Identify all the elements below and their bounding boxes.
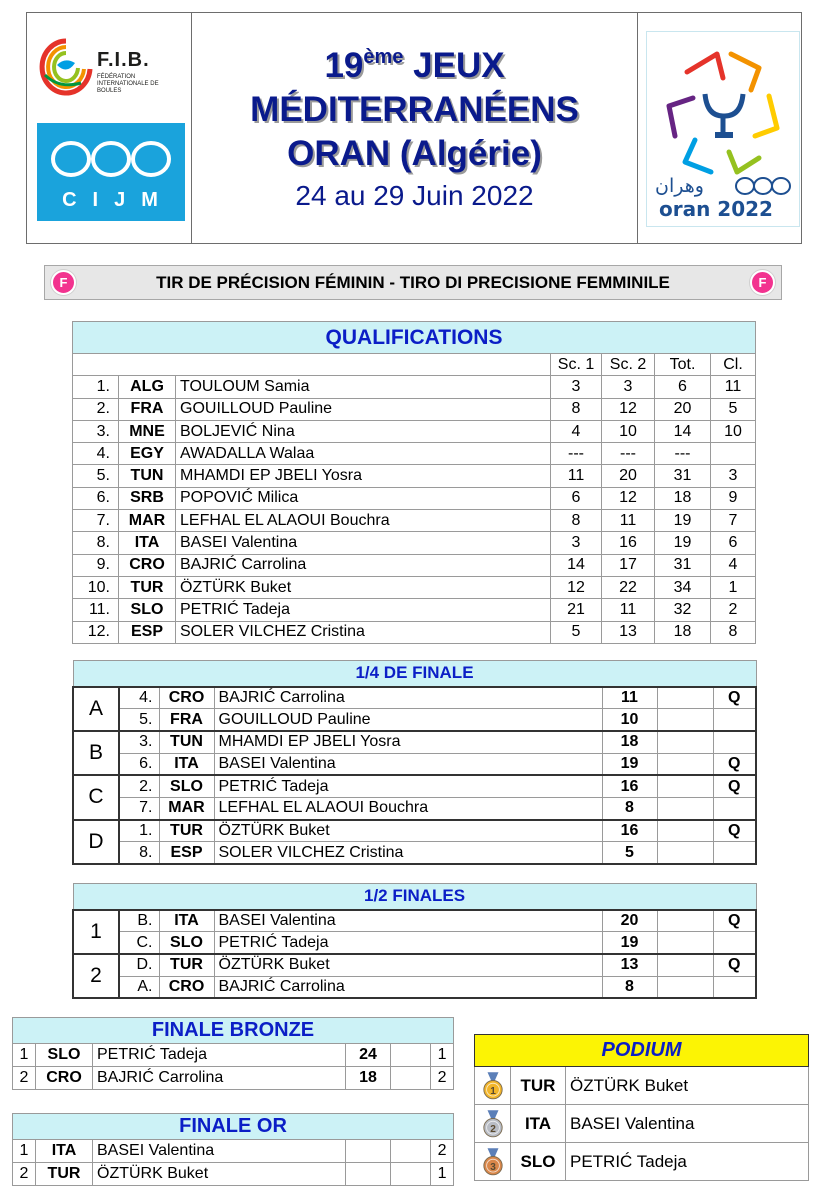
position-cell: 2 [13, 1067, 36, 1090]
table-row [73, 842, 756, 864]
player-name-cell: LEFHAL EL ALAOUI Bouchra [176, 510, 551, 532]
score-2-cell: 3 [602, 376, 655, 398]
qualified-cell: Q [713, 775, 756, 797]
table-row [73, 576, 756, 598]
nation-cell: TUR [159, 820, 214, 842]
table-row [73, 443, 756, 465]
title-line-2: MÉDITERRANÉENS [250, 90, 579, 129]
table-row [475, 1105, 809, 1143]
table-row [73, 954, 756, 976]
nation-cell: TUR [119, 576, 176, 598]
empty-cell [391, 1067, 431, 1090]
empty-cell [391, 1163, 431, 1186]
final-bronze-table [12, 1017, 454, 1090]
total-cell: 18 [655, 487, 711, 509]
score-cell: 24 [346, 1044, 391, 1067]
empty-cell [657, 797, 713, 819]
empty-cell [657, 687, 713, 709]
score-2-cell: 10 [602, 420, 655, 442]
table-row [73, 487, 756, 509]
empty-cell [657, 976, 713, 998]
empty-cell [657, 954, 713, 976]
table-row [73, 797, 756, 819]
medal-cell [475, 1067, 511, 1105]
title-line-3: ORAN (Algérie) [287, 134, 542, 173]
total-cell: 34 [655, 576, 711, 598]
player-name-cell: AWADALLA Walaa [176, 443, 551, 465]
medal-cell [475, 1143, 511, 1181]
podium-title: PODIUM [475, 1035, 809, 1067]
seed-cell: 2. [119, 775, 159, 797]
nation-cell: SLO [511, 1143, 566, 1181]
score-cell: 13 [602, 954, 657, 976]
score-1-cell: 21 [551, 599, 602, 621]
group-label-cell: 2 [73, 954, 119, 998]
cijm-logo [37, 123, 185, 221]
table-row [73, 709, 756, 731]
nation-cell: SLO [159, 932, 214, 954]
score-2-cell: 17 [602, 554, 655, 576]
quarterfinals-table [72, 660, 757, 865]
score-1-cell: 14 [551, 554, 602, 576]
score-2-cell: 12 [602, 398, 655, 420]
group-label-cell: 1 [73, 910, 119, 954]
nation-cell: ITA [119, 532, 176, 554]
qualified-cell: Q [713, 954, 756, 976]
total-cell: 14 [655, 420, 711, 442]
empty-cell [391, 1044, 431, 1067]
player-name-cell: BAJRIĆ Carrolina [176, 554, 551, 576]
fib-abbreviation: F.I.B. [97, 49, 150, 71]
rank-cell: 8. [73, 532, 119, 554]
qualified-cell: Q [713, 687, 756, 709]
player-name-cell: ÖZTÜRK Buket [176, 576, 551, 598]
nation-cell: SRB [119, 487, 176, 509]
qualified-cell [713, 932, 756, 954]
table-row [475, 1143, 809, 1181]
classification-cell: 11 [711, 376, 756, 398]
player-name-cell: GOUILLOUD Pauline [214, 709, 602, 731]
player-name-cell: LEFHAL EL ALAOUI Bouchra [214, 797, 602, 819]
position-cell: 2 [13, 1163, 36, 1186]
semifinals-title: 1/2 FINALES [73, 884, 756, 910]
empty-cell [657, 842, 713, 864]
player-name-cell: PETRIĆ Tadeja [214, 932, 602, 954]
table-row [73, 398, 756, 420]
category-title: TIR DE PRÉCISION FÉMININ - TIRO DI PRECISIONE FEMMINILE [156, 272, 670, 292]
qualified-cell: Q [713, 753, 756, 775]
score-1-cell: 4 [551, 420, 602, 442]
final-rank-cell: 1 [431, 1163, 454, 1186]
table-row [73, 376, 756, 398]
group-label-cell: A [73, 687, 119, 731]
player-name-cell: SOLER VILCHEZ Cristina [214, 842, 602, 864]
table-row [73, 510, 756, 532]
score-2-cell: 11 [602, 599, 655, 621]
table-row [13, 1163, 454, 1186]
player-name-cell: BAJRIĆ Carrolina [214, 687, 602, 709]
rank-cell: 10. [73, 576, 119, 598]
final-gold-table [12, 1113, 454, 1186]
classification-cell: 4 [711, 554, 756, 576]
player-name-cell: BASEI Valentina [214, 910, 602, 932]
score-2-cell: 22 [602, 576, 655, 598]
qualified-cell [713, 842, 756, 864]
player-name-cell: BAJRIĆ Carrolina [214, 976, 602, 998]
qualified-cell [713, 797, 756, 819]
female-badge-right: F [750, 270, 775, 295]
score-1-cell: 5 [551, 621, 602, 643]
player-name-cell: PETRIĆ Tadeja [566, 1143, 809, 1181]
rank-cell: 12. [73, 621, 119, 643]
qualifications-table [72, 321, 756, 644]
seed-cell: 5. [119, 709, 159, 731]
nation-cell: SLO [36, 1044, 93, 1067]
player-name-cell: BASEI Valentina [566, 1105, 809, 1143]
svg-text:وهران: وهران [655, 175, 704, 197]
score-1-cell: 6 [551, 487, 602, 509]
svg-text:1: 1 [489, 1085, 496, 1097]
empty-cell [657, 910, 713, 932]
player-name-cell: ÖZTÜRK Buket [214, 820, 602, 842]
total-cell: 19 [655, 532, 711, 554]
nation-cell: TUR [36, 1163, 93, 1186]
group-label-cell: C [73, 775, 119, 819]
fib-full-name: FÉDÉRATION INTERNATIONALE DE BOULES [97, 74, 159, 94]
player-name-cell: PETRIĆ Tadeja [214, 775, 602, 797]
score-1-cell: --- [551, 443, 602, 465]
table-row [73, 910, 756, 932]
score-cell: 11 [602, 687, 657, 709]
classification-cell: 2 [711, 599, 756, 621]
score-1-cell: 8 [551, 510, 602, 532]
score-2-cell: 20 [602, 465, 655, 487]
table-row [73, 820, 756, 842]
player-name-cell: BASEI Valentina [93, 1140, 346, 1163]
header-logos-right [638, 13, 801, 243]
table-row [73, 775, 756, 797]
seed-cell: A. [119, 976, 159, 998]
group-label-cell: D [73, 820, 119, 864]
score-cell [346, 1140, 391, 1163]
player-name-cell: TOULOUM Samia [176, 376, 551, 398]
rank-cell: 4. [73, 443, 119, 465]
nation-cell: TUN [159, 731, 214, 753]
total-cell: 31 [655, 465, 711, 487]
qualified-cell: Q [713, 820, 756, 842]
rank-cell: 11. [73, 599, 119, 621]
event-dates: 24 au 29 Juin 2022 [295, 180, 534, 211]
seed-cell: 4. [119, 687, 159, 709]
classification-cell: 6 [711, 532, 756, 554]
qualifications-header-row [73, 354, 756, 376]
player-name-cell: ÖZTÜRK Buket [566, 1067, 809, 1105]
cijm-text: CIJM [62, 189, 174, 211]
seed-cell: C. [119, 932, 159, 954]
total-cell: 20 [655, 398, 711, 420]
score-cell: 16 [602, 820, 657, 842]
total-cell: --- [655, 443, 711, 465]
final-rank-cell: 2 [431, 1067, 454, 1090]
rank-cell: 1. [73, 376, 119, 398]
score-cell: 5 [602, 842, 657, 864]
table-row [73, 687, 756, 709]
qualified-cell [713, 731, 756, 753]
classification-cell: 3 [711, 465, 756, 487]
table-row [73, 731, 756, 753]
table-row [73, 554, 756, 576]
total-cell: 19 [655, 510, 711, 532]
rank-cell: 2. [73, 398, 119, 420]
seed-cell: B. [119, 910, 159, 932]
total-cell: 32 [655, 599, 711, 621]
table-row [13, 1044, 454, 1067]
nation-cell: FRA [119, 398, 176, 420]
nation-cell: SLO [159, 775, 214, 797]
nation-cell: ESP [119, 621, 176, 643]
final-rank-cell: 1 [431, 1044, 454, 1067]
category-banner [44, 265, 782, 300]
seed-cell: 7. [119, 797, 159, 819]
header-title-block [192, 13, 638, 243]
table-row [73, 932, 756, 954]
group-label-cell: B [73, 731, 119, 775]
score-cell: 19 [602, 753, 657, 775]
table-row [13, 1067, 454, 1090]
classification-cell: 1 [711, 576, 756, 598]
table-row [73, 753, 756, 775]
classification-cell: 9 [711, 487, 756, 509]
gold-medal-icon [482, 1072, 504, 1100]
player-name-cell: ÖZTÜRK Buket [214, 954, 602, 976]
silver-medal-icon [482, 1110, 504, 1138]
total-cell: 6 [655, 376, 711, 398]
nation-cell: CRO [159, 976, 214, 998]
score-cell: 8 [602, 797, 657, 819]
score-2-cell: 16 [602, 532, 655, 554]
nation-cell: TUN [119, 465, 176, 487]
table-row [73, 621, 756, 643]
oran-2022-logo [646, 31, 800, 227]
quarterfinals-title: 1/4 DE FINALE [73, 661, 756, 687]
seed-cell: 3. [119, 731, 159, 753]
svg-text:oran 2022: oran 2022 [659, 197, 773, 221]
classification-cell [711, 443, 756, 465]
fib-logo [35, 35, 185, 115]
svg-text:3: 3 [489, 1161, 496, 1173]
score-1-cell: 3 [551, 376, 602, 398]
score-cell: 19 [602, 932, 657, 954]
rank-cell: 5. [73, 465, 119, 487]
table-row [475, 1067, 809, 1105]
score-cell: 18 [346, 1067, 391, 1090]
title-rest: JEUX [403, 46, 505, 85]
seed-cell: D. [119, 954, 159, 976]
event-header [26, 12, 802, 244]
empty-cell [391, 1140, 431, 1163]
nation-cell: ITA [159, 753, 214, 775]
header-logos-left [27, 13, 192, 243]
score-1-cell: 11 [551, 465, 602, 487]
empty-cell [657, 820, 713, 842]
table-row [73, 420, 756, 442]
nation-cell: CRO [36, 1067, 93, 1090]
seed-cell: 8. [119, 842, 159, 864]
player-name-cell: POPOVIĆ Milica [176, 487, 551, 509]
score-cell: 18 [602, 731, 657, 753]
col-header-sc1: Sc. 1 [551, 354, 602, 376]
nation-cell: ITA [511, 1105, 566, 1143]
nation-cell: TUR [511, 1067, 566, 1105]
player-name-cell: BAJRIĆ Carrolina [93, 1067, 346, 1090]
fib-ring-icon [37, 35, 95, 99]
rank-cell: 7. [73, 510, 119, 532]
table-row [73, 465, 756, 487]
nation-cell: MAR [159, 797, 214, 819]
classification-cell: 8 [711, 621, 756, 643]
nation-cell: ALG [119, 376, 176, 398]
classification-cell: 7 [711, 510, 756, 532]
rank-cell: 3. [73, 420, 119, 442]
title-number: 19 [324, 46, 364, 85]
position-cell: 1 [13, 1140, 36, 1163]
nation-cell: FRA [159, 709, 214, 731]
nation-cell: CRO [159, 687, 214, 709]
position-cell: 1 [13, 1044, 36, 1067]
player-name-cell: PETRIĆ Tadeja [176, 599, 551, 621]
col-header-tot: Tot. [655, 354, 711, 376]
seed-cell: 1. [119, 820, 159, 842]
nation-cell: ESP [159, 842, 214, 864]
bronze-medal-icon [482, 1148, 504, 1176]
player-name-cell: BASEI Valentina [214, 753, 602, 775]
title-line-1 [192, 35, 637, 88]
col-header-sc2: Sc. 2 [602, 354, 655, 376]
score-cell: 10 [602, 709, 657, 731]
nation-cell: ITA [159, 910, 214, 932]
classification-cell: 5 [711, 398, 756, 420]
score-1-cell: 12 [551, 576, 602, 598]
score-cell: 8 [602, 976, 657, 998]
svg-text:2: 2 [489, 1123, 496, 1135]
total-cell: 18 [655, 621, 711, 643]
player-name-cell: PETRIĆ Tadeja [93, 1044, 346, 1067]
nation-cell: CRO [119, 554, 176, 576]
rank-cell: 9. [73, 554, 119, 576]
table-row [73, 599, 756, 621]
score-2-cell: 11 [602, 510, 655, 532]
score-cell: 20 [602, 910, 657, 932]
col-header-cl: Cl. [711, 354, 756, 376]
player-name-cell: SOLER VILCHEZ Cristina [176, 621, 551, 643]
empty-cell [657, 932, 713, 954]
player-name-cell: BOLJEVIĆ Nina [176, 420, 551, 442]
score-1-cell: 3 [551, 532, 602, 554]
final-bronze-title: FINALE BRONZE [13, 1018, 454, 1044]
classification-cell: 10 [711, 420, 756, 442]
score-2-cell: 13 [602, 621, 655, 643]
medal-cell [475, 1105, 511, 1143]
empty-cell [657, 753, 713, 775]
player-name-cell: MHAMDI EP JBELI Yosra [176, 465, 551, 487]
nation-cell: TUR [159, 954, 214, 976]
table-row [73, 976, 756, 998]
total-cell: 31 [655, 554, 711, 576]
score-cell [346, 1163, 391, 1186]
empty-cell [657, 731, 713, 753]
empty-cell [657, 775, 713, 797]
nation-cell: MAR [119, 510, 176, 532]
semifinals-table [72, 883, 757, 999]
nation-cell: MNE [119, 420, 176, 442]
cijm-rings-icon [49, 137, 173, 179]
player-name-cell: GOUILLOUD Pauline [176, 398, 551, 420]
empty-cell [657, 709, 713, 731]
player-name-cell: MHAMDI EP JBELI Yosra [214, 731, 602, 753]
seed-cell: 6. [119, 753, 159, 775]
score-cell: 16 [602, 775, 657, 797]
oran-emblem-icon [647, 32, 801, 228]
final-gold-title: FINALE OR [13, 1114, 454, 1140]
qualified-cell: Q [713, 910, 756, 932]
score-1-cell: 8 [551, 398, 602, 420]
rank-cell: 6. [73, 487, 119, 509]
title-superscript: ème [363, 46, 404, 68]
qualified-cell [713, 976, 756, 998]
female-badge-left: F [51, 270, 76, 295]
score-2-cell: --- [602, 443, 655, 465]
qualifications-title: QUALIFICATIONS [73, 322, 756, 354]
final-rank-cell: 2 [431, 1140, 454, 1163]
player-name-cell: BASEI Valentina [176, 532, 551, 554]
table-row [73, 532, 756, 554]
qualified-cell [713, 709, 756, 731]
nation-cell: ITA [36, 1140, 93, 1163]
table-row [13, 1140, 454, 1163]
player-name-cell: ÖZTÜRK Buket [93, 1163, 346, 1186]
score-2-cell: 12 [602, 487, 655, 509]
podium-table [474, 1034, 809, 1181]
nation-cell: SLO [119, 599, 176, 621]
nation-cell: EGY [119, 443, 176, 465]
